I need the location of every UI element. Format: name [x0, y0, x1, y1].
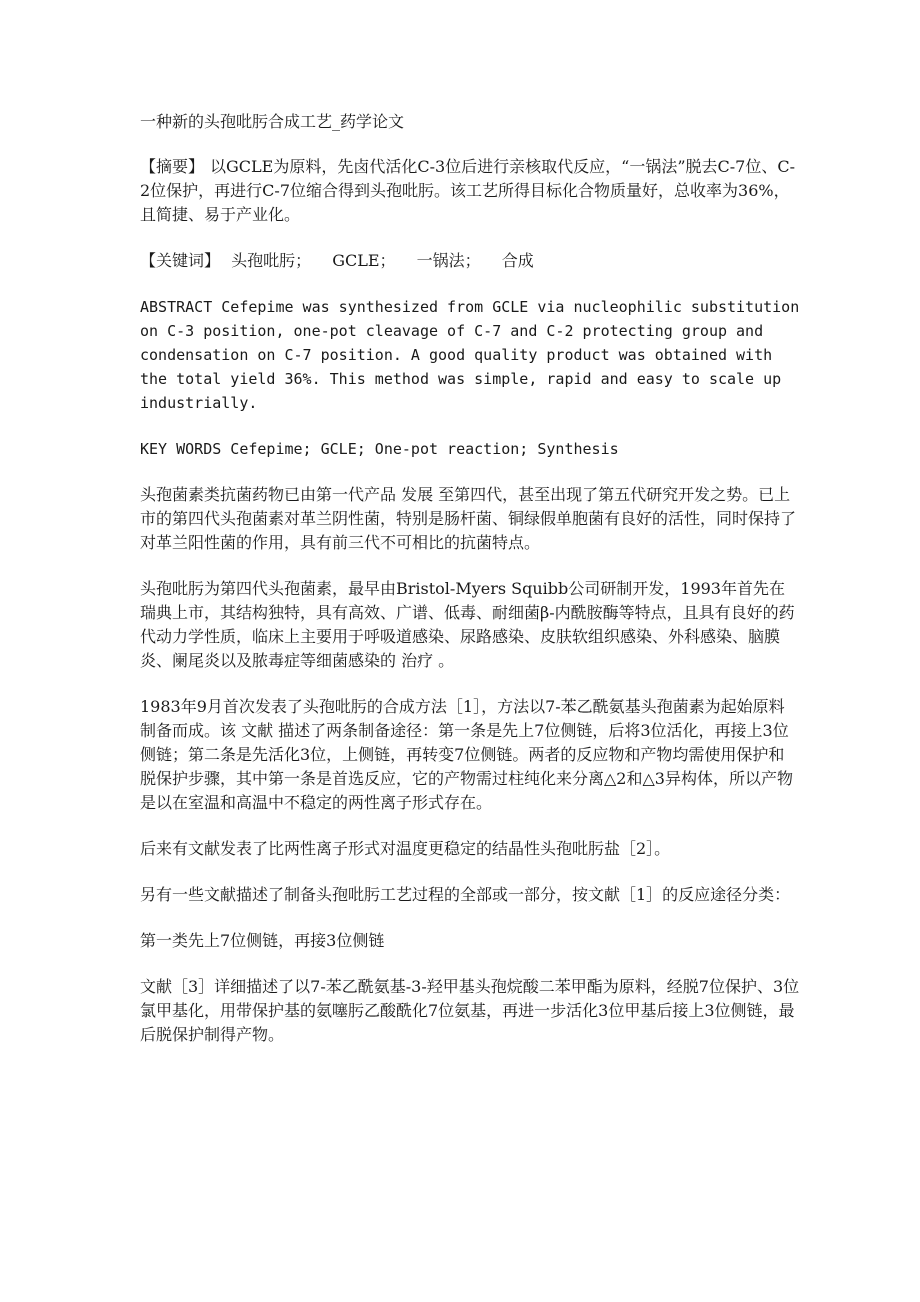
abstract-paragraph	[140, 155, 800, 227]
body-paragraph: 后来有文献发表了比两性离子形式对温度更稳定的结晶性头孢吡肟盐［2］。	[140, 839, 671, 858]
keyword: 一锅法；	[416, 251, 481, 270]
abstract-label: 【摘要】	[140, 157, 205, 176]
keywords-paragraph	[140, 249, 800, 273]
keyword: 合成	[501, 251, 534, 270]
document-title: 一种新的头孢吡肟合成工艺_药学论文	[140, 112, 405, 131]
keywords-label: 【关键词】	[140, 251, 221, 270]
body-paragraph: 1983年9月首次发表了头孢吡肟的合成方法［1］，方法以7-苯乙酰氨基头孢菌素为起始原料制备而成。该 文献 描述了两条制备途径：第一条是先上7位侧链，后将3位活化，再接上3位侧链；第二条是先活化3位，上侧链，再转变7位侧链。两者的反应物和产物均需使用保护和脱保护步骤，其中第一条是首选反应，它的产物需过柱纯化来分离△2和△3异构体，所以产物是以在室温和高温中不稳定的两性离子形式存在。	[140, 697, 793, 812]
body-paragraph: 头孢菌素类抗菌药物已由第一代产品 发展 至第四代，甚至出现了第五代研究开发之势。已上市的第四代头孢菌素对革兰阴性菌，特别是肠杆菌、铜绿假单胞菌有良好的活性，同时保持了对革兰阳性菌的作用，具有前三代不可相比的抗菌特点。	[140, 485, 797, 552]
abstract-text: 以GCLE为原料，先卤代活化C-3位后进行亲核取代反应，“一锅法”脱去C-7位、C-2位保护，再进行C-7位缩合得到头孢吡肟。该工艺所得目标化合物质量好，总收率为36%，且简捷、易于产业化。	[140, 157, 796, 224]
keyword: 头孢吡肟；	[231, 251, 312, 270]
body-paragraph: 头孢吡肟为第四代头孢菌素，最早由Bristol-Myers Squibb公司研制开发，1993年首先在瑞典上市，其结构独特，具有高效、广谱、低毒、耐细菌β-内酰胺酶等特点，且具有良好的药代动力学性质，临床上主要用于呼吸道感染、尿路感染、皮肤软组织感染、外科感染、脑膜炎、阑尾炎以及脓毒症等细菌感染的 治疗 。	[140, 579, 795, 670]
section-heading: 第一类先上7位侧链，再接3位侧链	[140, 931, 385, 950]
abstract-english: ABSTRACT Cefepime was synthesized from GCLE via nucleophilic substitution on C-3 position, one-pot cleavage of C-7 and C-2 protecting group and condensation on C-7 position. A good quality product was obtained with the total yield 36%. This method was simple, rapid and easy to scale up industrially.	[140, 298, 800, 412]
keyword: GCLE；	[332, 251, 396, 270]
body-paragraph: 文献［3］详细描述了以7-苯乙酰氨基-3-羟甲基头孢烷酸二苯甲酯为原料，经脱7位保护、3位氯甲基化，用带保护基的氨噻肟乙酸酰化7位氨基，再进一步活化3位甲基后接上3位侧链，最后脱保护制得产物。	[140, 977, 800, 1044]
body-paragraph: 另有一些文献描述了制备头孢吡肟工艺过程的全部或一部分，按文献［1］的反应途径分类：	[140, 885, 791, 904]
document-page	[140, 110, 800, 1069]
keywords-english: KEY WORDS Cefepime; GCLE; One-pot reaction; Synthesis	[140, 440, 619, 458]
